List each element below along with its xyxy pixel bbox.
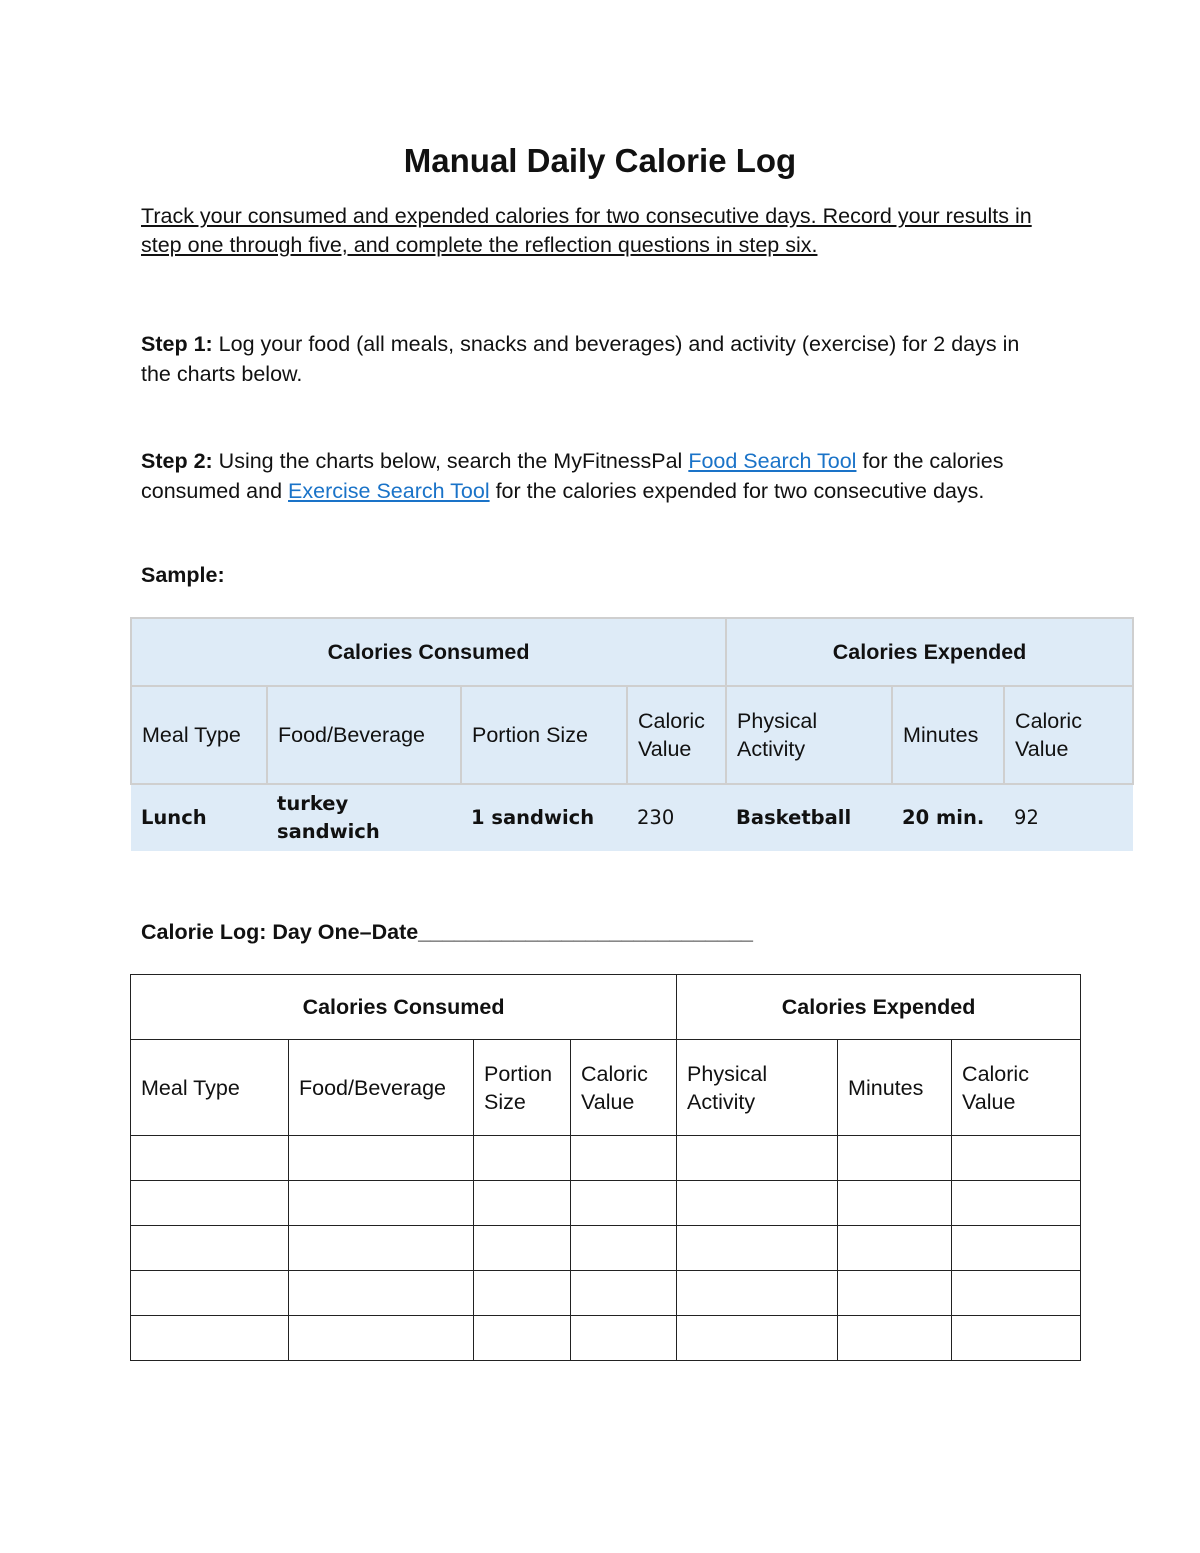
entry-cell[interactable] [131,1226,289,1271]
entry-cell[interactable] [131,1181,289,1226]
day-one-col-minutes: Minutes [838,1040,952,1136]
sample-col-food-beverage: Food/Beverage [267,686,461,784]
entry-cell[interactable] [838,1181,952,1226]
sample-column-header-row [131,686,1133,784]
day-one-column-header-row [131,1040,1081,1136]
sample-meal: Lunch [131,784,267,851]
sample-food: turkey sandwich [267,784,461,851]
step-2-text-c: for the calories expended for two consecutive days. [495,478,985,503]
sample-minutes: 20 min. [892,784,1004,851]
entry-cell[interactable] [952,1226,1081,1271]
day-one-col-meal-type: Meal Type [131,1040,289,1136]
day-one-table [130,974,1081,1361]
entry-cell[interactable] [131,1271,289,1316]
step-1-label: Step 1: [141,332,213,356]
intro-instructions: Track your consumed and expended calories for two consecutive days. Record your results in step one through five, and complete the reflection questions in step six. [141,204,1032,257]
sample-col-physical-activity [726,686,892,784]
entry-cell[interactable] [289,1316,474,1361]
day-one-col-food-beverage: Food/Beverage [289,1040,474,1136]
col-label-line: Activity [737,737,806,761]
entry-cell[interactable] [571,1316,677,1361]
col-label-line: Caloric [1015,709,1082,733]
entry-cell[interactable] [571,1226,677,1271]
entry-cell[interactable] [289,1271,474,1316]
col-label-line: Value [1015,737,1069,761]
entry-cell[interactable] [838,1316,952,1361]
entry-cell[interactable] [131,1136,289,1181]
day-one-calories-expended-header: Calories Expended [677,975,1081,1040]
food-search-tool-link[interactable]: Food Search Tool [688,449,857,473]
col-label-line: Physical [687,1061,768,1086]
col-label-line: Size [484,1089,526,1114]
entry-cell[interactable] [474,1316,571,1361]
col-label-line: Portion [484,1061,553,1086]
col-label-line: Value [962,1089,1016,1114]
sample-portion: 1 sandwich [461,784,627,851]
entry-cell[interactable] [838,1136,952,1181]
sample-calories-expended-header: Calories Expended [726,618,1133,686]
entry-cell[interactable] [571,1271,677,1316]
entry-cell[interactable] [289,1226,474,1271]
day-one-label: Calorie Log: Day One–Date____________________________ [141,920,753,944]
day-one-group-header-row [131,975,1081,1040]
day-one-col-caloric-value-out [952,1040,1081,1136]
entry-cell[interactable] [952,1271,1081,1316]
entry-cell[interactable] [571,1136,677,1181]
entry-cell[interactable] [474,1226,571,1271]
col-label-line: Caloric [638,709,705,733]
col-label-line: Value [581,1089,635,1114]
day-one-entry-row [131,1271,1081,1316]
exercise-search-tool-link[interactable]: Exercise Search Tool [288,478,490,503]
entry-cell[interactable] [474,1136,571,1181]
entry-cell[interactable] [838,1271,952,1316]
page-title: Manual Daily Calorie Log [403,142,797,179]
entry-cell[interactable] [952,1136,1081,1181]
sample-col-minutes: Minutes [892,686,1004,784]
day-one-entry-row [131,1226,1081,1271]
col-label-line: Physical [737,709,818,733]
entry-cell[interactable] [838,1226,952,1271]
step-2-text-b: for the calories consumed and [141,449,1004,503]
sample-label: Sample: [141,563,225,587]
entry-cell[interactable] [289,1181,474,1226]
sample-table [130,617,1134,851]
entry-cell[interactable] [131,1316,289,1361]
sample-col-caloric-value-in [627,686,726,784]
day-one-entry-row [131,1316,1081,1361]
day-one-col-portion-size [474,1040,571,1136]
day-one-calories-consumed-header: Calories Consumed [131,975,677,1040]
sample-calories-consumed-header: Calories Consumed [131,618,726,686]
day-one-col-caloric-value-in [571,1040,677,1136]
sample-col-meal-type: Meal Type [131,686,267,784]
entry-cell[interactable] [571,1181,677,1226]
sample-calories-in: 230 [627,784,726,851]
entry-cell[interactable] [677,1316,838,1361]
sample-data-row [131,784,1133,851]
sample-calories-out: 92 [1004,784,1133,851]
step-2-label: Step 2: [141,449,213,473]
day-one-entry-row [131,1136,1081,1181]
entry-cell[interactable] [677,1136,838,1181]
day-one-entry-row [131,1181,1081,1226]
entry-cell[interactable] [474,1181,571,1226]
sample-col-caloric-value-out [1004,686,1133,784]
entry-cell[interactable] [677,1226,838,1271]
day-one-col-physical-activity [677,1040,838,1136]
entry-cell[interactable] [289,1136,474,1181]
col-label-line: Value [638,737,692,761]
step-1 [141,330,1041,389]
entry-cell[interactable] [677,1271,838,1316]
entry-cell[interactable] [952,1181,1081,1226]
entry-cell[interactable] [474,1271,571,1316]
step-2 [141,447,1041,506]
sample-activity: Basketball [726,784,892,851]
sample-col-portion-size: Portion Size [461,686,627,784]
sample-group-header-row [131,618,1133,686]
entry-cell[interactable] [952,1316,1081,1361]
col-label-line: Caloric [962,1061,1029,1086]
entry-cell[interactable] [677,1181,838,1226]
col-label-line: Caloric [581,1061,648,1086]
step-1-text: Log your food (all meals, snacks and beverages) and activity (exercise) for 2 days in the charts below. [141,332,1020,386]
col-label-line: Activity [687,1089,756,1114]
step-2-text-a: Using the charts below, search the MyFitnessPal [218,449,683,473]
